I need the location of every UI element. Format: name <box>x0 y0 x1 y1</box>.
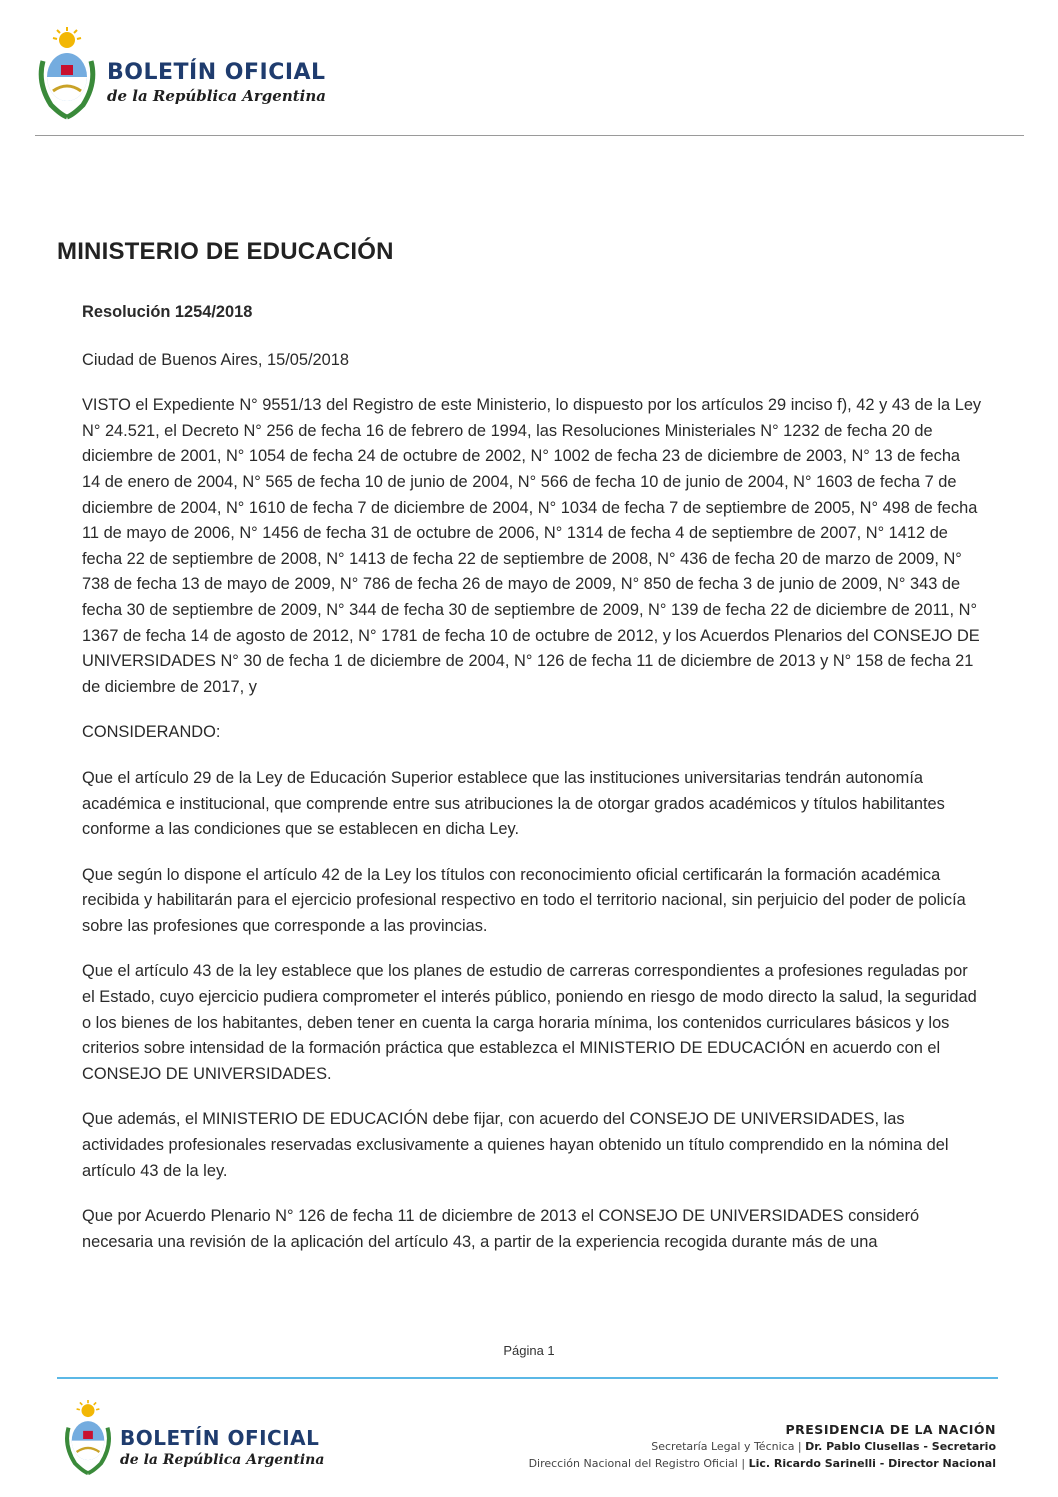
page-header <box>0 0 1058 137</box>
footer-line-1 <box>529 1438 996 1455</box>
visto-paragraph: VISTO el Expediente N° 9551/13 del Registro de este Ministerio, lo dispuesto por los artículos 29 inciso f), 42 y 43 de la Ley N° 24.521, el Decreto N° 256 de fecha 16 de febrero de 1994, las Resoluciones Ministeriales N° 1232 de fecha 20 de diciembre de 2001, N° 1054 de fecha 24 de octubre de 2002, N° 1002 de fecha 23 de diciembre de 2003, N° 13 de fecha 14 de enero de 2004, N° 565 de fecha 10 de junio de 2004, N° 566 de fecha 10 de junio de 2004, N° 1603 de fecha 7 de diciembre de 2004, N° 1610 de fecha 7 de diciembre de 2004, N° 1034 de fecha 7 de septiembre de 2005, N° 498 de fecha 11 de mayo de 2006, N° 1456 de fecha 31 de octubre de 2006, N° 1314 de fecha 4 de septiembre de 2007, N° 1412 de fecha 22 de septiembre de 2008, N° 1413 de fecha 22 de septiembre de 2008, N° 436 de fecha 20 de marzo de 2009, N° 738 de fecha 13 de mayo de 2009, N° 786 de fecha 26 de mayo de 2009, N° 850 de fecha 3 de junio de 2009, N° 343 de fecha 30 de septiembre de 2009, N° 344 de fecha 30 de septiembre de 2009, N° 139 de fecha 22 de diciembre de 2011, N° 1367 de fecha 14 de agosto de 2012, N° 1781 de fecha 10 de octubre de 2012, y los Acuerdos Plenarios del CONSEJO DE UNIVERSIDADES N° 30 de fecha 1 de diciembre de 2004, N° 126 de fecha 11 de diciembre de 2013 y N° 158 de fecha 21 de diciembre de 2017, y <box>82 396 982 696</box>
paragraph: Que además, el MINISTERIO DE EDUCACIÓN debe fijar, con acuerdo del CONSEJO DE UNIVERSIDADES, las actividades profesionales reservadas exclusivamente a quienes hayan obtenido un título comprendido en la nómina del artículo 43 de la ley. <box>82 1110 949 1180</box>
secretario-name: Dr. Pablo Clusellas - Secretario <box>805 1440 996 1453</box>
presidencia-label: PRESIDENCIA DE LA NACIÓN <box>785 1422 996 1437</box>
paragraph: Que por Acuerdo Plenario N° 126 de fecha 11 de diciembre de 2013 el CONSEJO DE UNIVERSIDADES consideró necesaria una revisión de la aplicación del artículo 43, a partir de la experiencia recogida durante más de una <box>82 1207 920 1251</box>
direccion-label: Dirección Nacional del Registro Oficial | <box>528 1457 749 1470</box>
director-name: Lic. Ricardo Sarinelli - Director Nacional <box>748 1457 996 1470</box>
header-divider <box>35 135 1024 136</box>
footer-logo <box>62 1400 325 1483</box>
paragraph: Que el artículo 43 de la ley establece que los planes de estudio de carreras correspondientes a profesiones reguladas por el Estado, cuyo ejercicio pudiera comprometer el interés público, poniendo en riesgo de modo directo la salud, la seguridad o los bienes de los habitantes, deben tener en cuenta la carga horaria mínima, los contenidos curriculares básicos y los criterios sobre intensidad de la formación práctica que establezca el MINISTERIO DE EDUCACIÓN en acuerdo con el CONSEJO DE UNIVERSIDADES. <box>82 962 977 1083</box>
footer-credits <box>529 1421 996 1472</box>
paragraph: Que según lo dispone el artículo 42 de la Ley los títulos con reconocimiento oficial certificarán la formación académica recibida y habilitarán para el ejercicio profesional respectivo en todo el territorio nacional, sin perjuicio del poder de policía sobre las profesiones que corresponde a las provincias. <box>82 865 966 935</box>
paragraph: Que el artículo 29 de la Ley de Educación Superior establece que las instituciones universitarias tendrán autonomía académica e institucional, que comprende entre sus atribuciones la de otorgar grados académicos y títulos habilitantes conforme a las condiciones que se establecen en dicha Ley. <box>82 768 945 839</box>
logo-title: BOLETÍN OFICIAL <box>107 60 326 85</box>
resolution-number: Resolución 1254/2018 <box>82 303 253 321</box>
footer-logo-subtitle: de la República Argentina <box>120 1452 325 1468</box>
logo-subtitle: de la República Argentina <box>107 87 326 105</box>
document-body <box>82 300 982 1275</box>
footer-divider <box>57 1377 998 1379</box>
page-number: Página 1 <box>503 1343 555 1358</box>
footer-logo-title: BOLETÍN OFICIAL <box>120 1426 320 1450</box>
ministry-title: MINISTERIO DE EDUCACIÓN <box>57 238 394 265</box>
footer-line-2 <box>529 1455 996 1472</box>
considerando-heading: CONSIDERANDO: <box>82 723 221 742</box>
coat-of-arms-icon <box>62 1400 114 1478</box>
place-date: Ciudad de Buenos Aires, 15/05/2018 <box>82 350 350 369</box>
boletin-oficial-logo <box>35 27 326 128</box>
secretaria-label: Secretaría Legal y Técnica | <box>651 1440 806 1453</box>
coat-of-arms-icon <box>35 27 99 123</box>
